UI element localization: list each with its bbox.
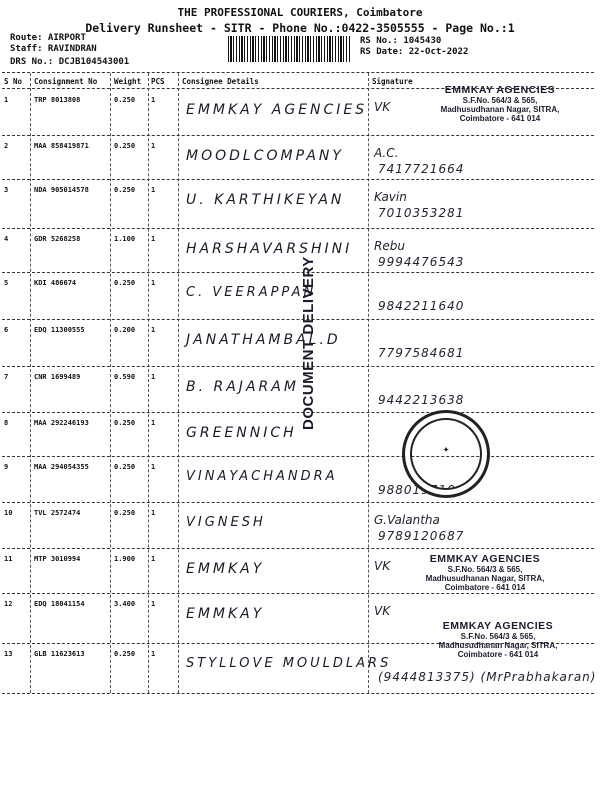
row-consignee: EMMKAY — [186, 561, 265, 577]
row-pcs: 1 — [151, 142, 156, 150]
column-divider — [178, 73, 179, 693]
stamp-line: Coimbatore - 641 014 — [444, 583, 526, 593]
row-sno: 3 — [4, 186, 9, 194]
round-seal-stamp: ✦ — [402, 410, 490, 498]
staff-label: Staff: RAVINDRAN — [10, 44, 97, 54]
row-sno: 11 — [4, 555, 13, 563]
row-phone: 9442213638 — [378, 393, 465, 407]
row-consignee: B. RAJARAM — [186, 379, 299, 395]
row-pcs: 1 — [151, 326, 156, 334]
company-title: THE PROFESSIONAL COURIERS, Coimbatore — [177, 6, 423, 19]
row-weight: 1.900 — [114, 555, 136, 563]
stamp-line: S.F.No. 564/3 & 565, — [460, 632, 536, 642]
col-consignment: Consignment No — [34, 77, 98, 86]
row-consignee: MOODLCOMPANY — [186, 148, 344, 164]
row-weight: 0.250 — [114, 419, 136, 427]
row-consignee: JANATHAMBAL.D — [186, 332, 341, 348]
row-phone: (9444813375) (MrPrabhakaran) — [378, 670, 597, 684]
company-stamp — [420, 84, 580, 124]
stamp-line: Coimbatore - 641 014 — [459, 114, 541, 124]
row-weight: 3.400 — [114, 600, 136, 608]
row-sno: 13 — [4, 650, 13, 658]
row-pcs: 1 — [151, 555, 156, 563]
row-weight: 0.250 — [114, 463, 136, 471]
row-pcs: 1 — [151, 373, 156, 381]
row-consignee: HARSHAVARSHINI — [186, 241, 353, 257]
drs-number: DRS No.: DCJB104543001 — [10, 57, 130, 67]
row-consignee: VIGNESH — [186, 515, 266, 530]
row-consignee: C. VEERAPPAN — [186, 285, 317, 300]
row-phone: 7417721664 — [378, 162, 465, 176]
row-pcs: 1 — [151, 419, 156, 427]
row-phone: 9880197100 — [378, 483, 465, 497]
stamp-name: EMMKAY AGENCIES — [442, 620, 554, 632]
row-divider — [2, 593, 594, 594]
row-consignment: TVL 2572474 — [34, 509, 81, 517]
row-divider — [2, 228, 594, 229]
row-weight: 0.250 — [114, 96, 136, 104]
rs-number: RS No.: 1045430 — [360, 36, 442, 46]
rs-date: RS Date: 22-Oct-2022 — [360, 47, 469, 57]
row-pcs: 1 — [151, 279, 156, 287]
row-consignee: U. KARTHIKEYAN — [186, 192, 345, 208]
row-signature: VK — [374, 604, 391, 618]
row-consignee: EMMKAY AGENCIES — [186, 102, 368, 118]
row-consignment: GLB 11623613 — [34, 650, 85, 658]
row-phone: 7010353281 — [378, 206, 465, 220]
stamp-line: Madhusudhanan Nagar, SITRA, — [440, 105, 560, 115]
row-pcs: 1 — [151, 600, 156, 608]
row-divider — [2, 412, 594, 413]
stamp-name: EMMKAY AGENCIES — [444, 84, 556, 96]
company-stamp — [418, 620, 578, 660]
row-phone: 9789120687 — [378, 529, 465, 543]
row-weight: 0.250 — [114, 142, 136, 150]
row-weight: 0.250 — [114, 650, 136, 658]
row-sno: 7 — [4, 373, 9, 381]
stamp-line: S.F.No. 564/3 & 565, — [447, 565, 523, 575]
row-signature: VK — [374, 559, 391, 573]
row-signature: G.Valantha — [374, 513, 440, 527]
col-pcs: PCS — [151, 77, 165, 86]
company-stamp — [405, 553, 565, 593]
row-weight: 0.250 — [114, 279, 136, 287]
row-divider — [2, 456, 594, 457]
column-divider — [110, 73, 111, 693]
stamp-line: Madhusudhanan Nagar, SITRA, — [425, 574, 545, 584]
col-signature: Signature — [372, 77, 413, 86]
table-top-border — [2, 72, 594, 73]
row-pcs: 1 — [151, 235, 156, 243]
row-signature: VK — [374, 100, 391, 114]
row-sno: 9 — [4, 463, 9, 471]
row-weight: 0.250 — [114, 509, 136, 517]
row-consignment: TRP 8013808 — [34, 96, 81, 104]
row-consignee: STYLLOVE MOULDLARS — [186, 656, 392, 671]
row-divider — [2, 272, 594, 273]
row-consignment: MAA 294054355 — [34, 463, 89, 471]
row-consignment: EDQ 18041154 — [34, 600, 85, 608]
row-weight: 0.590 — [114, 373, 136, 381]
col-weight: Weight — [114, 77, 142, 86]
row-sno: 2 — [4, 142, 9, 150]
row-pcs: 1 — [151, 650, 156, 658]
column-divider — [30, 73, 31, 693]
stamp-name: EMMKAY AGENCIES — [429, 553, 541, 565]
row-signature: Rebu — [374, 239, 405, 253]
row-consignee: EMMKAY — [186, 606, 265, 622]
row-sno: 4 — [4, 235, 9, 243]
row-consignment: MAA 858419871 — [34, 142, 89, 150]
row-phone: 9994476543 — [378, 255, 465, 269]
row-signature: Kavin — [374, 190, 407, 204]
row-divider — [2, 693, 594, 694]
row-sno: 6 — [4, 326, 9, 334]
row-consignment: EDQ 11300555 — [34, 326, 85, 334]
row-sno: 10 — [4, 509, 13, 517]
column-divider — [148, 73, 149, 693]
row-divider — [2, 179, 594, 180]
row-divider — [2, 502, 594, 503]
col-sno: S No — [4, 77, 23, 86]
row-phone: 9842211640 — [378, 299, 465, 313]
row-pcs: 1 — [151, 509, 156, 517]
row-pcs: 1 — [151, 96, 156, 104]
row-consignment: KDI 486674 — [34, 279, 77, 287]
runsheet-title: Delivery Runsheet - SITR - Phone No.:0422-3505555 - Page No.:1 — [85, 21, 515, 35]
row-weight: 0.200 — [114, 326, 136, 334]
row-consignee: GREENNICH — [186, 425, 297, 441]
stamp-line: S.F.No. 564/3 & 565, — [462, 96, 538, 106]
stamp-line: Madhusudhanan Nagar, SITRA, — [438, 641, 558, 651]
row-phone: 7797584681 — [378, 346, 465, 360]
row-sno: 1 — [4, 96, 9, 104]
row-weight: 1.100 — [114, 235, 136, 243]
col-consignee: Consignee Details — [182, 77, 259, 86]
row-pcs: 1 — [151, 463, 156, 471]
document-delivery-stamp: DOCUMENT DELIVERY — [300, 256, 317, 430]
column-divider — [368, 73, 369, 693]
row-pcs: 1 — [151, 186, 156, 194]
barcode-image — [228, 36, 350, 62]
row-consignee: VINAYACHANDRA — [186, 469, 338, 484]
row-divider — [2, 319, 594, 320]
row-consignment: NDA 905014578 — [34, 186, 89, 194]
row-consignment: MAA 292246193 — [34, 419, 89, 427]
row-divider — [2, 548, 594, 549]
row-weight: 0.250 — [114, 186, 136, 194]
row-consignment: GDR 5268258 — [34, 235, 81, 243]
row-sno: 5 — [4, 279, 9, 287]
row-divider — [2, 366, 594, 367]
row-sno: 8 — [4, 419, 9, 427]
row-consignment: MTP 3010994 — [34, 555, 81, 563]
row-divider — [2, 135, 594, 136]
stamp-line: Coimbatore - 641 014 — [457, 650, 539, 660]
route-label: Route: AIRPORT — [10, 33, 86, 43]
row-consignment: CNR 1699489 — [34, 373, 81, 381]
row-signature: A.C. — [374, 146, 399, 160]
row-sno: 12 — [4, 600, 13, 608]
